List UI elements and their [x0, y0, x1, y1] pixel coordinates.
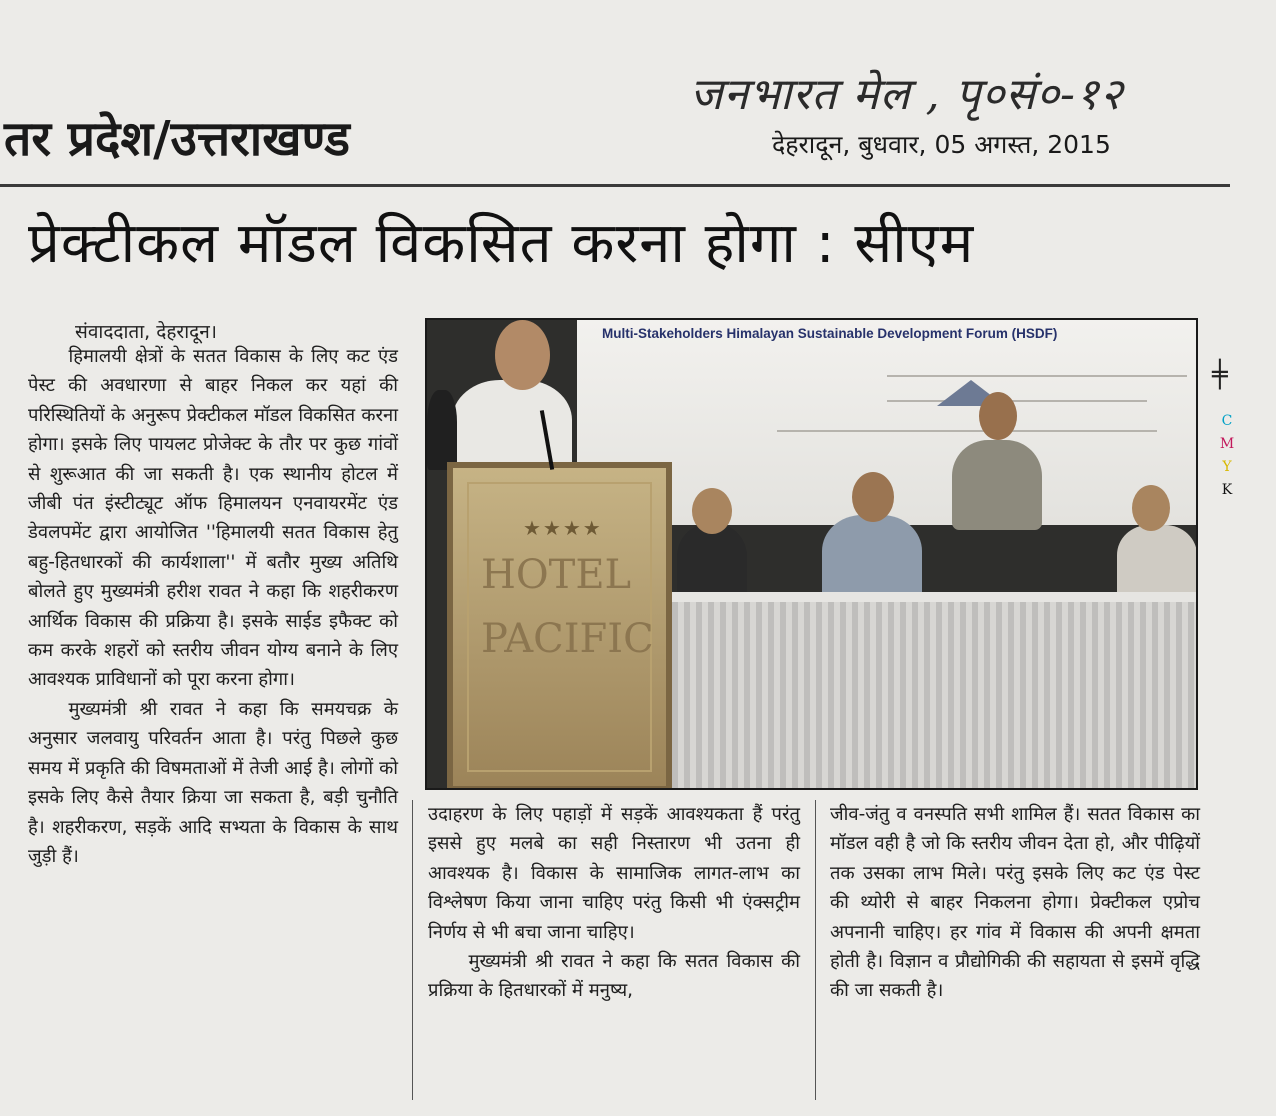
cmyk-c: C	[1221, 413, 1233, 429]
cmyk-m: M	[1219, 436, 1235, 452]
banner-title: Multi-Stakeholders Himalayan Sustainable Development Forum (HSDF)	[602, 326, 1058, 341]
paragraph: हिमालयी क्षेत्रों के सतत विकास के लिए कट एंड पेस्ट की अवधारणा से बाहर निकल कर यहां की परिस्थितियों के अनुरूप प्रेक्टीकल मॉडल विकसित करना होगा। इसके लिए पायलट प्रोजेक्ट के तौर पर कुछ गांवों से शुरूआत की जा सकती है। एक स्थानीय होटल में जीबी पंत इंस्टीट्यूट ऑफ हिमालयन एनवायरमेंट एंड डेवलपमेंट द्वारा आयोजित ''हिमालयी सतत विकास हेतु बहु-हितधारकों की कार्यशाला'' में बतौर मुख्य अतिथि बोलते हुए मुख्यमंत्री हरीश रावत ने कहा कि शहरीकरण आर्थिक विकास की प्रक्रिया है। इसके साईड इफैक्ट को कम करके शहरों को स्तरीय जीवन योग्य बनाने के लिए आवश्यक प्राविधानों को पूरा करना होगा।	[28, 346, 398, 691]
paragraph: मुख्यमंत्री श्री रावत ने कहा कि समयचक्र के अनुसार जलवायु परिवर्तन आता है। परंतु पिछले कुछ समय में प्रकृति की विषमताओं में तेजी आई है। लोगों को इसके लिए कैसे तैयार क्रिया जा सकता है, बड़ी चुनौति है। शहरीकरण, सड़कें आदि सभ्यता के विकास के साथ जुड़ी हैं।	[28, 698, 398, 867]
paragraph: जीव-जंतु व वनस्पति सभी शामिल हैं। सतत विकास का मॉडल वही है जो कि स्तरीय जीवन देता हो, और पीढ़ियों तक उसका लाभ मिले। परंतु इसके लिए कट एंड पेस्ट की थ्योरी से बाहर निकलना होगा। प्रेक्टीकल एप्रोच अपनानी चाहिए। हर गांव में विकास की अपनी क्षमता होती है। विज्ञान व प्रौद्योगिकी की सहायता से इसमें वृद्धि की जा सकती है।	[830, 804, 1200, 1002]
article-column-2	[428, 800, 800, 1006]
paragraph: मुख्यमंत्री श्री रावत ने कहा कि सतत विकास की प्रक्रिया के हितधारकों में मनुष्य,	[428, 951, 800, 1002]
column-divider	[815, 800, 816, 1100]
podium-stars: ★★★★	[523, 516, 603, 540]
podium-text-pacific: PACIFIC	[481, 616, 654, 662]
podium	[447, 462, 672, 790]
registration-mark-icon: ╪	[1212, 360, 1228, 390]
paragraph: उदाहरण के लिए पहाड़ों में सड़कें आवश्यकता हैं परंतु इससे हुए मलबे का सही निस्तारण भी उतना ही आवश्यक है। विकास के सामाजिक लागत-लाभ का विश्लेषण किया जाना चाहिए परंतु किसी भी एंक्सट्रीम निर्णय से भी बचा जाना चाहिए।	[428, 804, 800, 943]
section-header: तर प्रदेश/उत्तराखण्ड	[4, 111, 350, 167]
article-column-1	[28, 342, 398, 871]
header-rule	[0, 184, 1230, 187]
podium-text-hotel: HOTEL	[481, 552, 632, 598]
cmyk-k: K	[1221, 482, 1233, 498]
article-column-3	[830, 800, 1200, 1006]
article-headline: प्रेक्टीकल मॉडल विकसित करना होगा : सीएम	[28, 211, 975, 276]
cmyk-color-bar	[1212, 410, 1242, 502]
stage-table	[672, 602, 1198, 790]
dateline: देहरादून, बुधवार, 05 अगस्त, 2015	[772, 130, 1111, 159]
event-photograph	[425, 318, 1198, 790]
handwritten-source-note: जनभारत मेल , पृ०सं०-१२	[690, 69, 1124, 120]
cmyk-y: Y	[1222, 459, 1232, 475]
column-divider	[412, 800, 413, 1100]
article-byline: संवाददाता, देहरादून।	[75, 321, 217, 343]
